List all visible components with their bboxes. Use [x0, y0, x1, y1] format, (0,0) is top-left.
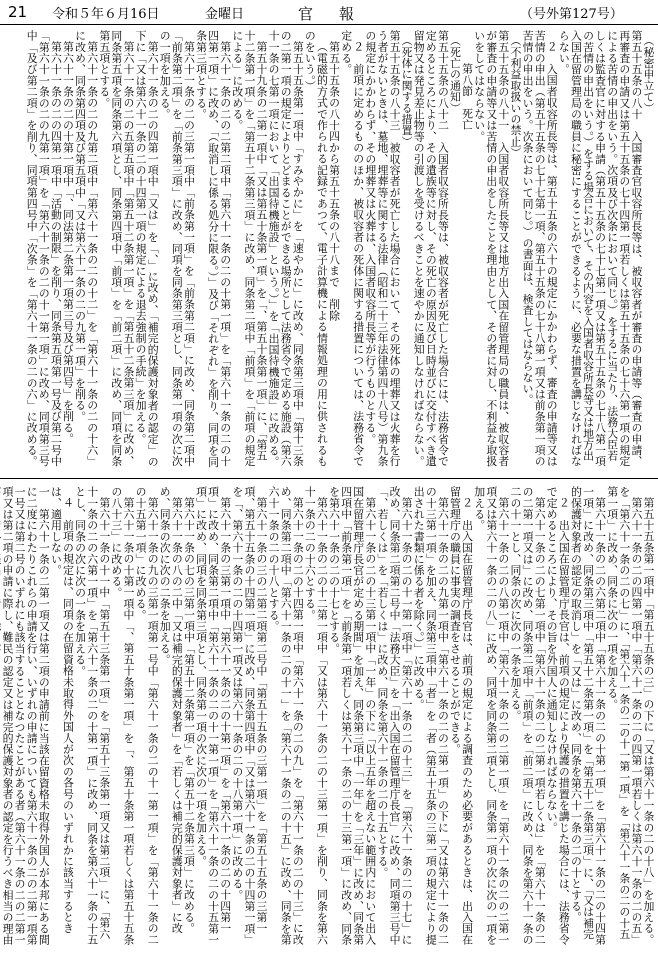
paragraph: 第六十一条の二の八第一項中「第六十一条の二の二第一項」を「第六十一条の二の二第一項又は第六十一条の二の八」に改め、同項を同条第二項とし、同条第一項の次に次の一項を加える。 [472, 486, 510, 946]
paragraph: 第六十一条の二の十四第一項中「第六十一条の二の九」を「第六十一条の二の十三」に改め、同条第二項中「第六十一条の二の十一」を「第六十一条の二の十五」に改め、同条を第六十一条の二の十八とする。 [267, 486, 305, 946]
weekday: 金曜日 [205, 7, 245, 22]
paragraph: 第五十五条の八十 入国審査官収容所長等は、被収容者が審査の申請等（審査の申請、再審査の申請又は第五十五条の七十四第一項若しくは第五十五条の七十六第一項の規定による苦情の申出をいう。次項及び次条において同じ。）をするに当たり、法務大臣若しくは監査官に対する申請（第五十五条の七十七第一項又は第五十五条の七十八第一項の苦情の申出をいう。）をする場合において、その内容を入国者収容所長等又は地方出入国在留管理局の職員に秘密にすることができるように、必要な措置を講じなければならない。 [557, 30, 643, 467]
article-caption: （不利益取扱いの禁止） [508, 35, 522, 159]
paragraph: 第五十九条の二第一項中「又は第五十条第一項」を「、第五十条第一項」に、「第五十二条第一項」を「第五十二条第三項」に改め、同条第二項中「前項」を「前項の規定による」に改める。 [230, 30, 268, 467]
paragraph: 第五十五条の八十四から第五十五条の八十八まで 削除 [327, 40, 341, 321]
paragraph: 第六十一条の二の十一第一項中「第六十一条の二の十三」を「第六十一条の二の十七」に改め、同条第二項第二号中「法務大臣」を「出入国在留管理庁長官」に改め、同項第三号中「、若しくは」を「若しくは」に改め、同条を第六十一条の二の十五とする。 [375, 486, 414, 946]
paragraph: 第五十五条の八十三 被収容者が死亡した場合において、その死体の埋葬又は火葬を行う者がないときは、墓地、埋葬等に関する法律（昭和二十三年法律第四十八号）第九条の規定にかかわらず、その埋葬又は火葬は、入国者収容所長等が行うものとする。 [363, 30, 402, 467]
paragraph: 第六十一条の十第一項中「、第五十条第一項」を「、第五十条第一項若しくは第五十五条の八十三」に改める。 [109, 486, 135, 945]
section-heading: 第八節 死亡 [460, 62, 474, 130]
paragraph: ２ 入国者収容所長等は、第五十五条の六十の規定にかかわらず、審査の申請等又は苦情の申出（第五十五条の七十七第一項、第五十五条の七十八第一項又は前条第一項の苦情の申出をいう。次条において同じ。）の書面は、検査してはならない。 [521, 30, 559, 467]
paragraph: 第六十一条の二の四第一項中「又は」を「、」に改め、「補完的保護対象者の認定」の下に「又は第六十一条の二の十四第一項の規定による退去強制の手続」を加える。 [134, 30, 160, 467]
paragraph: 第六十一条の二の四第一項中「活動の制限」を削り、同条第五項第一号及び第二号中「第六十一条の二の九第一項」を「第六十一条の二の十一第一項」に改め、同項第三号中「及び第二項」を削り、同項第四号中「次条」を「第六十一条の二の六」に改める。 [25, 30, 63, 467]
paragraph: ２ 前項に定めるもののほか、被収容者の死体に関する措置については、法務省令で定める。 [339, 30, 365, 467]
paragraph: 第六十一条の三の二第二項第二号中「第五十五条の三第一項」を「第五十五条の三第一項、第五十五条の十四第一項」に改め、同条第四項中「又は第六十一条の二の十四第一項」を「、第六十一条の二の十四第一項又は第六十一条の二の十八第一項」に改める。 [230, 486, 268, 946]
article-caption: （死体に関する措置） [400, 35, 414, 148]
paragraph: ２ 出入国在留管理庁長官は、前項の規定による調査のため必要があるときは、出入国在留管理庁の職員に事実の調査をさせることができる。 [448, 486, 474, 945]
paragraph: ４ 前項の規定は、同項の在留資格未取得外国人が次の各号のいずれかに該当するときは、適用しない。 [49, 486, 75, 934]
paragraph: 第六十一条の二の十二第一項中「又は第六十一条の二の十三第一項」を削り、同条を第六十一条の二の十六とする。 [303, 486, 329, 945]
paragraph: 第六十一条の三第一項中「第六十一条の二の十第一項」を「第六十一条の二の十四第一項」に改め、同条第二項中「第六十一条の二の十一第一項」を「第六十一条の二の十五第一項」に改め、同項を同条第三項とし、同条第一項の次に次の一項を加える。 [194, 486, 232, 946]
paragraph: 第五十五条第一項中「すみやかに」を「速やかに」に改め、同条第三項中「第十三条の二第一項の規定によりとどまることができる場所として法務省令で定める施設（第六十一条の七第一項において「出国待機施設」という。）」を「出国待機施設」に改める。 [267, 30, 305, 468]
paragraph: 第六十一条の二の二第二項中「第六十一条の二の十第一項」を「第六十一条の二の十四第一項」に改め、「（取消しに係る処分に限る。）」及び「それぞれ」を削り、同項を同条第三項とする。 [194, 30, 232, 468]
paragraph: 第六十一条の二の五第五項中「第五十二条第一項」を「第五十二条第三項」に改め、同条第五項を同条第六項とし、同条第四項中「前項」を「前二項」に改め、同項を同条第五項とする。 [97, 30, 135, 467]
issue-date: 令和５年６月16日 [52, 7, 160, 22]
paragraph: ２ 出入国在留管理庁長官は、前項の規定により保護の措置を講じた場合には、法務省令で定めるところにより、その旨を外国人に通知しなければならない。 [545, 486, 571, 945]
gazette-title: 官報 [298, 5, 381, 23]
paragraph: 一 第六十一条の二第一項又は第二項の申請前に当該在留資格未取得外国人が本邦にある間に二度にわたりこれらの申請を行い、いずれの申請についても第六十一条の二の二第一項第一号又は第二号のいずれにも該当することとなつたことがある者（第六十一条の二の二第一項又は第二項の申請に際し、難民の認定又は補完的保護対象者の認定を行うべき相当の理由 [1, 486, 51, 946]
paragraph: 第六十一条の二の六第二項中「第六十一条の二の十第一項」を「第六十一条の二の十四第一項」に改め、同条第三項中「第五十二条第一項」を「第五十二条第三項」に、「又は補完的保護対象者の認定の取消し」を「又は」に改め、同条を第六十一条の二の十とする。 [569, 486, 607, 945]
paragraph: 第六十一条の二の九第二項中「第六十一条の二の十二」を「第六十一条の二の十六」に改め、同条第四項及び第五項中「又は第六十一条の二の九第一項」を削る。 [73, 30, 99, 467]
article-caption: （秘密申立て） [642, 35, 655, 114]
paragraph: 第六十一条の二の四第一項中「第六十一条の二の四第一項若しくは第六十一条の二の五」を「第六十一条の二の七」に、「第六十一条の二の十一第一項」を「第六十一条の二の十五第一項」に改め、同条に次の一項を加える。 [605, 486, 643, 945]
paragraph: 第五十五条の八十二 入国者収容所長等は、被収容者が死亡した場合には、法務省令で定めるところにより、その遺族等に対し、その死亡の原因及び日時並びに交付すべき遺留物又は発見差止物等の引渡しを受けるべきことを速やかに通知しなければならない。 [412, 30, 450, 467]
upper-text-block [6, 30, 654, 472]
paragraph: （電磁的方式で作られる記録であつて、電子計算機による情報処理の用に供されるものをいう。） [303, 30, 329, 467]
paragraph: 第六十一条の七の三第一項中「第五十二条第一項」を「第五十二条第三項」に改める。 [182, 496, 196, 934]
paragraph: 第六十一条の二の十三第一項中「一年」の下に「以上五年を超えない範囲内において出入国在留管理庁長官が定める期間」を加え、同条第三項中「一年」を「三年」に改め、同条第四項中「前条第一項」を「前条第一項若しくは第六十一条の二の十三第一項」に改め、同条を第六十一条の二の十七とする。 [327, 486, 377, 946]
paragraph: 第六十一条の八の二中「又は補完的保護対象者」を「若しくは補完的保護対象者」に改め、同条の次に次の二条を加える。 [158, 486, 184, 934]
article-caption: （死亡の通知） [448, 35, 462, 114]
paragraph: 第六十一条の二の三第一項中「前条第一項」を「前条第二項」に改め、同条第二項中「前条第二項」を「前条第三項」に改め、同項を同条第三項とし、同条第一項の次に次の一項を加える。 [158, 30, 196, 467]
section-divider [0, 478, 658, 479]
paragraph: 第六十一条の十一中「第五十三条第一項」を「第五十三条第一項又は第二項」に、「第六十一条の二の六第一項」を「第六十一条の二の十第一項」に改め、同条を第六十一条の十五とし、同条の次に次の一条を加える。 [73, 486, 111, 946]
paragraph: 第五十五条第一項中「第五十五条の三」の下に「又は第六十一条の二の十八」を加える。 [642, 496, 655, 945]
paragraph: 第五十五条の八十一 入国者収容所長等又は地方出入国在留管理局の職員は、被収容者が審査の申請等又は苦情の申出をしたことを理由として、その者に対し、不利益な取扱いをしてはならない。 [472, 30, 510, 467]
page-header [0, 0, 658, 25]
page-number: 21 [8, 3, 28, 21]
paragraph: 第六十一条の二の七第一項中「第六十一条の二の二第一項若しくは」を「第六十一条の二の二第一項又は」に改め、同条第二項中「前項」を「前二項」に改め、同条を第六十一条の二の十一とし、同条の次に次の一条を加える。 [508, 486, 547, 946]
paragraph: 第六十一条の二の九第一項中「第六十一条の二の二第一項」の下に「又は第六十一条の二の十三第一項」を加え、同条第三項中「者」を「者（第五十五条の三第一項の規定により提出された書類に係る者を除く。）」に改める。 [412, 486, 450, 946]
paragraph: 第六十一条の二の十第一項中「、同法第二条第一項第三号及び第四号」を削る。 [61, 40, 75, 445]
paragraph: 第六十一条の九の三第一項第一号中「第六十一条の二の十一第一項」を「第六十一条の二の十五第一項」に改める。 [134, 486, 160, 945]
issue-number: （号外第127号） [520, 7, 623, 22]
lower-text-block [1, 486, 655, 946]
